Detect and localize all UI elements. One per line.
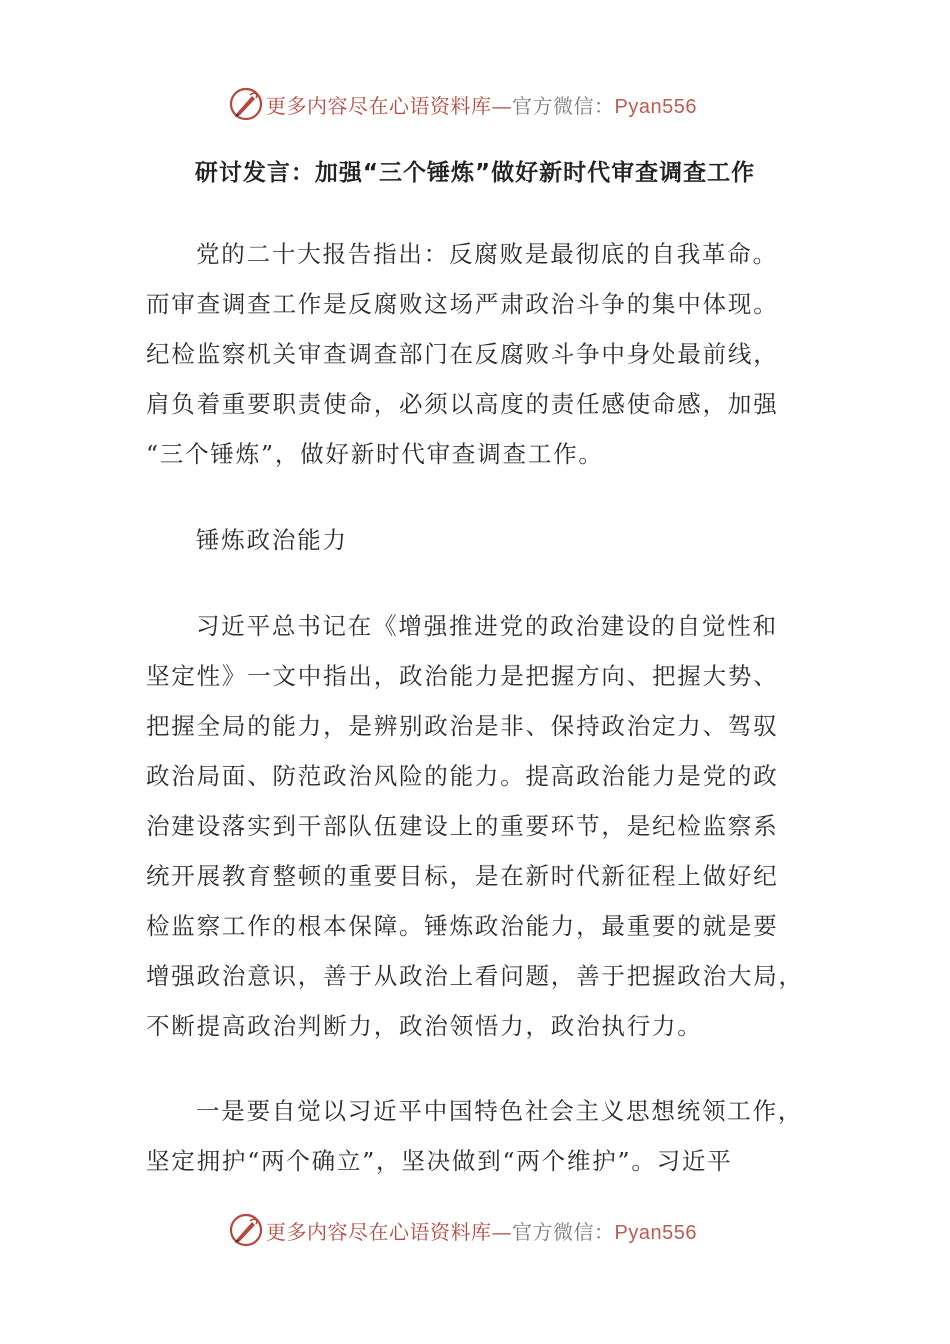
text-line: 统开展教育整顿的重要目标，是在新时代新征程上做好纪 xyxy=(146,862,779,890)
watermark-dash: — xyxy=(491,94,512,118)
watermark-wechat-id: Pyan556 xyxy=(614,1222,697,1244)
text-line: 检监察工作的根本保障。锤炼政治能力，最重要的就是要 xyxy=(146,912,779,940)
watermark-main: 更多内容尽在心语资料库 xyxy=(266,1220,492,1244)
section-heading-text: 锤炼政治能力 xyxy=(196,526,348,554)
watermark-label: 官方微信： xyxy=(512,94,615,118)
paragraph-political-ability xyxy=(146,601,806,1051)
paragraph-point-one xyxy=(146,1086,806,1186)
watermark-dash: — xyxy=(491,1220,512,1244)
paragraph-intro xyxy=(146,229,806,479)
text-line: 党的二十大报告指出：反腐败是最彻底的自我革命。 xyxy=(196,240,778,268)
watermark-label: 官方微信： xyxy=(512,1220,615,1244)
pen-logo-icon xyxy=(228,86,264,122)
text-line: 坚定拥护“两个确立”，坚决做到“两个维护”。习近平 xyxy=(146,1147,733,1175)
text-line: 一是要自觉以习近平中国特色社会主义思想统领工作， xyxy=(196,1097,804,1125)
text-line: “三个锤炼”，做好新时代审查调查工作。 xyxy=(146,440,604,468)
text-line: 肩负着重要职责使命，必须以高度的责任感使命感，加强 xyxy=(146,390,779,418)
section-heading xyxy=(146,515,806,565)
text-line: 治建设落实到干部队伍建设上的重要环节，是纪检监察系 xyxy=(146,812,779,840)
text-line: 坚定性》一文中指出，政治能力是把握方向、把握大势、 xyxy=(146,662,779,690)
document-title: 研讨发言：加强“三个锤炼”做好新时代审查调查工作 xyxy=(194,160,756,186)
text-line: 不断提高政治判断力，政治领悟力，政治执行力。 xyxy=(146,1012,703,1040)
watermark-text xyxy=(266,1216,697,1245)
text-line: 纪检监察机关审查调查部门在反腐败斗争中身处最前线， xyxy=(146,340,779,368)
watermark-text xyxy=(266,90,697,119)
watermark-wechat-id: Pyan556 xyxy=(614,96,697,118)
text-line: 而审查调查工作是反腐败这场严肃政治斗争的集中体现。 xyxy=(146,290,779,318)
watermark-banner-top xyxy=(0,84,950,124)
text-line: 把握全局的能力，是辨别政治是非、保持政治定力、驾驭 xyxy=(146,712,779,740)
watermark-main: 更多内容尽在心语资料库 xyxy=(266,94,492,118)
watermark-banner-bottom xyxy=(0,1210,950,1250)
text-line: 政治局面、防范政治风险的能力。提高政治能力是党的政 xyxy=(146,762,779,790)
pen-logo-icon xyxy=(228,1212,264,1248)
text-line: 增强政治意识，善于从政治上看问题，善于把握政治大局， xyxy=(146,962,804,990)
text-line: 习近平总书记在《增强推进党的政治建设的自觉性和 xyxy=(196,612,778,640)
